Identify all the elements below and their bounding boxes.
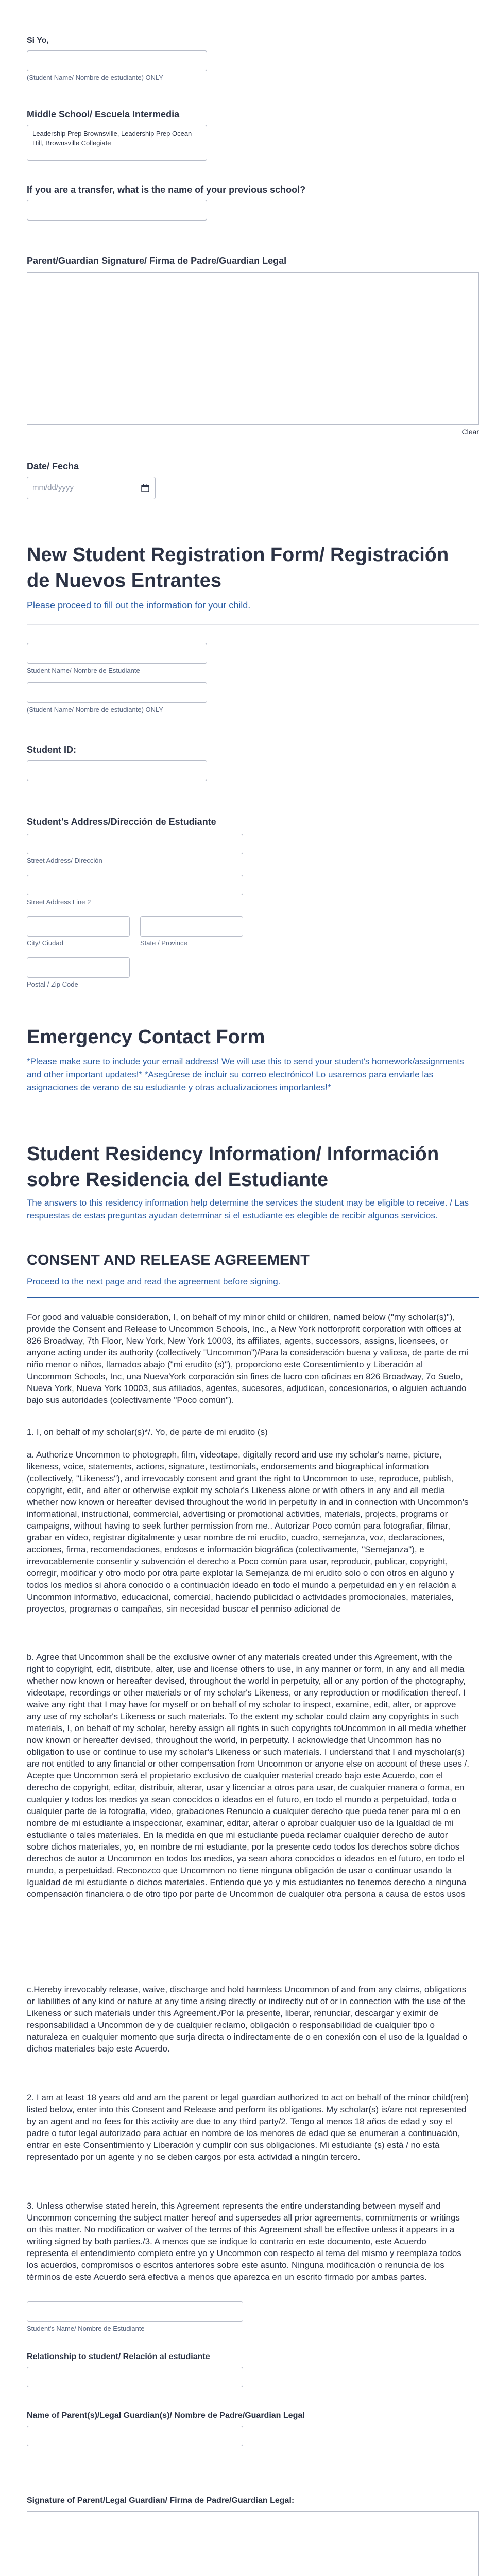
consent-paragraph-1: 1. I, on behalf of my scholar(s)*/. Yo, de parte de mi erudito (s) — [27, 1427, 268, 1437]
consent-paragraph-a: a. Authorize Uncommon to photograph, film, videotape, digitally record and use my scholar's name, picture, likeness, voice, statements, actions, signature, testimonials, endorsements and biographical information (collectively, "Likeness"), and irrevocably consent and grant the right to Uncommon to use, reproduce, publish, copyright, edit, and alter or otherwise exploit my scholar's Likeness alone or with others in any and all media whether now known or hereafter devised throughout the world in perpetuity in and in connection with Uncommon's informational, instructional, commercial, advertising or promotional activities, materials, projects, programs or campaigns, without having to seek further permission from me.. Autorizar Poco común para fotografiar, filmar, grabar en vídeo, registrar digitalmente y usar nombre de mi erudito, cuadro, semejanza, voz, declaraciones, acciones, firma, recomendaciones, endosos e información biográfica (colectivamente, "Semejanza"), e irrevocablemente consentir y subvención el derecho a Poco común para usar, reproducir, publicar, copyright, corregir, modificar y otro modo por otra parte explotar la Semejanza de mi erudito solo o con otros en alguno y todos los medios si ahora conocido o a continuación ideado en todo el mundo a perpetuidad en y en relación a Uncommon informativo, educacional, comercial, haciendo publicidad o actividades promocionales, materiales, proyectos, programas o campañas, sin necesidad buscar el permiso adicional de — [27, 1450, 469, 1614]
consent-paragraph-3: 3. Unless otherwise stated herein, this Agreement represents the entire understanding between myself and Uncommon concerning the subject matter hereof and supersedes all prior agreements, commitments or writings on this matter. No modification or waiver of the terms of this Agreement shall be effective unless it appears in a writing signed by both parties./3. A menos que se indique lo contrario en este documento, este Acuerdo representa el entendimiento completo entre yo y Uncommon con respecto al tema del mismo y reemplaza todos los acuerdos, compromisos o escritos anteriores sobre este asunto. Ninguna modificación o renuncia de los términos de este Acuerdo será efectiva a menos que aparezca en un escrito firmado por ambas partes. — [27, 2201, 461, 2282]
divider — [27, 624, 479, 625]
consent-student-name-input[interactable] — [27, 2301, 243, 2322]
consent-paragraph-intro: For good and valuable consideration, I, on behalf of my minor child or children, named below ("my scholar(s)"), provide the Consent and Release to Uncommon Schools, Inc., a New York notforprofit corporation with offices at 826 Broadway, 7th Floor, New York, New York 10003, its affiliates, agents, successors, assigns, licensees, or anyone acting under its authority (collectively "Uncommon")/Para la consideración buena y valiosa, de parte de mi niño menor o niños, llamados abajo ("mi erudito (s)"), proporciono este Consentimiento y Liberación al Uncommon Schools, Inc, una NuevaYork corporación sin fines de lucro con oficinas en 826 Broadway, 7o Suelo, Nueva York, Nueva York 10003, sus afiliados, agentes, sucesores, adjudican, concesionarios, o alguien actuando bajo sus autoridades (colectivamente "Poco común"). — [27, 1312, 468, 1405]
registration-title: New Student Registration Form/ Registración de Nuevos Entrantes — [27, 544, 449, 591]
consent-title: CONSENT AND RELEASE AGREEMENT — [27, 1252, 310, 1268]
consent-signature-label: Signature of Parent/Legal Guardian/ Firma de Padre/Guardian Legal: — [27, 2496, 295, 2505]
postal-input[interactable] — [27, 957, 130, 978]
clear-signature-button[interactable]: Clear — [461, 428, 479, 436]
student-name-prefix-label: Si Yo, — [27, 36, 49, 45]
registration-student-name-sublabel: Student Name/ Nombre de Estudiante — [27, 667, 140, 674]
previous-school-input[interactable] — [27, 200, 207, 221]
relationship-label: Relationship to student/ Relación al estudiante — [27, 2352, 210, 2361]
emergency-title: Emergency Contact Form — [27, 1026, 265, 1048]
relationship-input[interactable] — [27, 2367, 243, 2387]
city-input[interactable] — [27, 916, 130, 937]
registration-student-name-2-input[interactable] — [27, 682, 207, 703]
postal-sublabel: Postal / Zip Code — [27, 980, 78, 988]
signature-pad[interactable] — [27, 272, 479, 425]
previous-school-label: If you are a transfer, what is the name of your previous school? — [27, 184, 306, 195]
consent-description: Proceed to the next page and read the agreement before signing. — [27, 1277, 281, 1286]
address-label: Student's Address/Dirección de Estudiante — [27, 817, 216, 827]
student-name-input[interactable] — [27, 50, 207, 71]
residency-title: Student Residency Information/ Información sobre Residencia del Estudiante — [27, 1143, 439, 1191]
street-address-2-sublabel: Street Address Line 2 — [27, 898, 91, 906]
consent-paragraph-b: b. Agree that Uncommon shall be the exclusive owner of any materials created under this Agreement, with the right to copyright, edit, distribute, alter, use and license others to use, in any manner or form, in any and all media whether now known or hereafter devised, throughout the world in perpetuity, all or any portion of the photography, videotape, recordings or other materials or of my scholar's Likeness, or any reproduction or modification thereof. I waive any right that I may have for myself or on behalf of my scholar to inspect, examine, edit, alter, or approve any use of my scholar's Likeness or such materials. To the extent my scholar could claim any copyrights in such materials, I, on behalf of my scholar, hereby assign all rights in such copyrights toUncommon in all media whether now known or hereafter devised, throughout the world, in perpetuity. I acknowledge that Uncommon has no obligation to use or continue to use my scholar's Likeness or such materials. I understand that I and myscholar(s) are not entitled to any financial or other compensation from Uncommon or anyone else on account of these uses /. Acepte que Uncommon será el propietario exclusivo de cualquier material creado bajo este Acuerdo, con el derecho de copyright, editar, distribuir, alterar, usar y licenciar a otros para usar, de cualquier manera o forma, en cualquier y todos los medios ya sean conocidos o ideados en el futuro, en todo el mundo a perpetuidad, toda o cualquier parte de la fotografía, video, grabaciones Renuncio a cualquier derecho que pueda tener para mí o en nombre de mi estudiante a inspeccionar, examinar, editar, alterar o aprobar cualquier uso de la Igualdad de mi estudiante o tales materiales. En la medida en que mi estudiante pueda reclamar cualquier derecho de autor sobre dichos materiales, yo, en nombre de mi estudiante, por la presente cedo todos los derechos sobre dichos derechos de autor a Uncommon en todos los medios, ya sean ahora conocidos o ideados en el futuro, en todo el mundo, a perpetuidad. Reconozco que Uncommon no tiene ninguna obligación de usar o continuar usando la Igualdad de mi estudiante o dichos materiales. Entiendo que yo y mis estudiantes no tenemos derecho a ninguna compensación financiera o de otro tipo por parte de Uncommon de cualquier otra persona a causa de estos usos — [27, 1652, 469, 1899]
emergency-description: *Please make sure to include your email address! We will use this to send your student's homework/assignments and other important updates!* *Asegúrese de incluir su correo electrónico! Lo usaremos para enviarle las asignaciones de verano de su estudiante y otras actualizaciones importantes!* — [27, 1057, 464, 1092]
signature-label: Parent/Guardian Signature/ Firma de Padre/Guardian Legal — [27, 256, 287, 266]
date-placeholder: mm/dd/yyyy — [32, 483, 74, 492]
residency-description: The answers to this residency information help determine the services the student may be eligible to receive. / Las respuestas de estas preguntas ayudan determinar si el estudiante es elegible de recibir algunos servicios. — [27, 1198, 469, 1221]
registration-student-name-only-sublabel: (Student Name/ Nombre de estudiante) ONLY — [27, 706, 163, 714]
consent-student-name-sublabel: Student's Name/ Nombre de Estudiante — [27, 2325, 145, 2332]
consent-divider — [27, 1297, 479, 1298]
date-label: Date/ Fecha — [27, 461, 79, 471]
registration-student-name-input[interactable] — [27, 643, 207, 664]
student-id-input[interactable] — [27, 760, 207, 781]
student-name-sublabel: (Student Name/ Nombre de estudiante) ONLY — [27, 74, 163, 81]
consent-paragraph-c: c.Hereby irrevocably release, waive, discharge and hold harmless Uncommon of and from any claims, obligations or liabilities of any kind or nature at any time arising directly or indirectly out of or in connection with the use of the Likeness or such materials under this Agreement./Por la presente, liberar, renunciar, descargar y eximir de responsabilidad a Uncommon de y de cualquier reclamo, obligación o responsabilidad de cualquier tipo o naturaleza en cualquier momento que surja directa o indirectamente de o en conexión con el uso de la Igualdad o dichos materiales bajo este Acuerdo. — [27, 1985, 468, 2054]
calendar-icon[interactable] — [141, 483, 150, 493]
city-sublabel: City/ Ciudad — [27, 939, 63, 947]
parent-name-label: Name of Parent(s)/Legal Guardian(s)/ Nombre de Padre/Guardian Legal — [27, 2411, 305, 2420]
parent-name-input[interactable] — [27, 2426, 243, 2446]
street-address-2-input[interactable] — [27, 875, 243, 895]
consent-signature-pad[interactable] — [27, 2511, 479, 2576]
state-input[interactable] — [140, 916, 243, 937]
date-input[interactable] — [27, 477, 156, 499]
middle-school-label: Middle School/ Escuela Intermedia — [27, 109, 180, 120]
middle-school-field[interactable]: Leadership Prep Brownsville, Leadership Prep Ocean Hill, Brownsville Collegiate — [27, 125, 207, 161]
street-address-input[interactable] — [27, 834, 243, 854]
state-sublabel: State / Province — [140, 939, 187, 947]
street-address-sublabel: Street Address/ Dirección — [27, 857, 102, 865]
student-id-label: Student ID: — [27, 744, 76, 755]
registration-description: Please proceed to fill out the information for your child. — [27, 600, 251, 611]
consent-paragraph-2: 2. I am at least 18 years old and am the parent or legal guardian authorized to act on behalf of the minor child(ren) listed below, enter into this Consent and Release and perform its obligations. My scholar(s) is/are not represented by an agent and no fees for this activity are due to any third party/2. Tengo al menos 18 años de edad y soy el padre o tutor legal autorizado para actuar en nombre de los menores de edad que se enumeran a continuación, entrar en este Consentimiento y Liberación y cumplir con sus obligaciones. Mi estudiante (s) está / no está representado por un agente y no se deben cargos por esta actividad a ningún tercero. — [27, 2093, 469, 2162]
